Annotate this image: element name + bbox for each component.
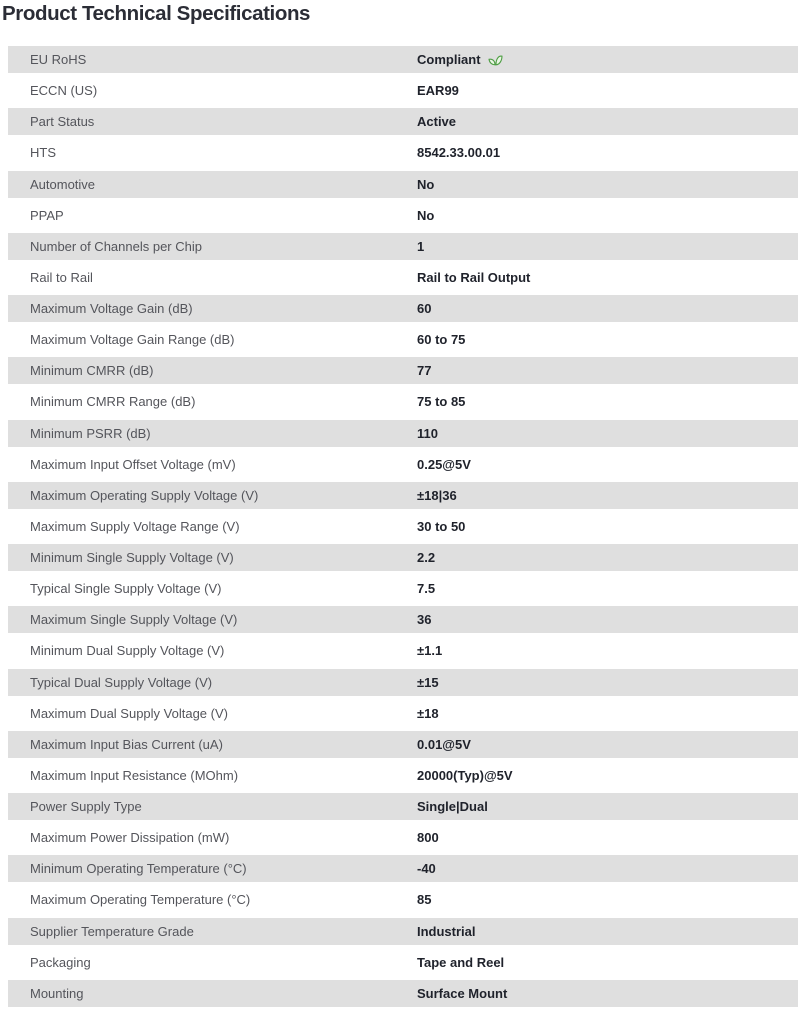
table-row bbox=[8, 542, 798, 573]
table-row bbox=[8, 916, 798, 947]
table-row bbox=[8, 729, 798, 760]
spec-value bbox=[417, 457, 471, 472]
spec-label: Minimum CMRR (dB) bbox=[30, 363, 154, 379]
spec-value-text: 60 bbox=[417, 301, 432, 317]
spec-label: Maximum Input Bias Current (uA) bbox=[30, 736, 223, 752]
spec-label: Minimum CMRR Range (dB) bbox=[30, 394, 196, 410]
spec-label: Minimum Dual Supply Voltage (V) bbox=[30, 643, 225, 659]
spec-label: Typical Single Supply Voltage (V) bbox=[30, 581, 222, 597]
spec-value bbox=[417, 924, 476, 939]
spec-value bbox=[417, 83, 459, 98]
table-row bbox=[8, 978, 798, 1009]
spec-label: Maximum Voltage Gain Range (dB) bbox=[30, 332, 235, 348]
spec-value-text: Active bbox=[417, 114, 457, 130]
spec-value bbox=[417, 208, 434, 223]
spec-value-text: -40 bbox=[417, 861, 436, 877]
spec-value bbox=[417, 332, 465, 347]
page-title: Product Technical Specifications bbox=[2, 2, 311, 25]
table-row bbox=[8, 604, 798, 635]
table-row bbox=[8, 355, 798, 386]
table-row bbox=[8, 44, 798, 75]
spec-value-text: 20000(Typ)@5V bbox=[417, 767, 513, 783]
table-row bbox=[8, 200, 798, 231]
table-row bbox=[8, 137, 798, 168]
spec-label: PPAP bbox=[30, 207, 64, 223]
spec-value-text: 30 to 50 bbox=[417, 518, 466, 534]
spec-value-text: ±18|36 bbox=[417, 487, 457, 503]
spec-label: Rail to Rail bbox=[30, 269, 93, 285]
spec-value bbox=[417, 145, 500, 160]
spec-value-text: 0.25@5V bbox=[417, 456, 471, 472]
spec-value-text: 800 bbox=[417, 830, 439, 846]
spec-value-text: 60 to 75 bbox=[417, 332, 466, 348]
spec-value bbox=[417, 706, 439, 721]
spec-label: Maximum Input Resistance (MOhm) bbox=[30, 767, 239, 783]
spec-value bbox=[417, 830, 439, 845]
table-row bbox=[8, 169, 798, 200]
spec-label: Maximum Input Offset Voltage (mV) bbox=[30, 456, 236, 472]
table-row bbox=[8, 667, 798, 698]
spec-value bbox=[417, 426, 438, 441]
spec-value bbox=[417, 114, 456, 129]
spec-label: Part Status bbox=[30, 114, 95, 130]
spec-value bbox=[417, 519, 465, 534]
spec-label: Power Supply Type bbox=[30, 799, 142, 815]
leaf-icon bbox=[488, 53, 503, 66]
table-row bbox=[8, 449, 798, 480]
spec-value bbox=[417, 239, 424, 254]
spec-value-text: 110 bbox=[417, 425, 438, 441]
spec-label: ECCN (US) bbox=[30, 83, 98, 99]
table-row bbox=[8, 947, 798, 978]
spec-label: Maximum Voltage Gain (dB) bbox=[30, 301, 193, 317]
spec-label: Minimum Operating Temperature (°C) bbox=[30, 861, 247, 877]
spec-value bbox=[417, 675, 439, 690]
spec-value-text: 2.2 bbox=[417, 550, 436, 566]
spec-value-text: Compliant bbox=[417, 52, 481, 68]
table-row bbox=[8, 853, 798, 884]
table-row bbox=[8, 791, 798, 822]
table-row bbox=[8, 698, 798, 729]
table-row bbox=[8, 418, 798, 449]
spec-value-text: 1 bbox=[417, 238, 425, 254]
spec-value-text: 0.01@5V bbox=[417, 736, 471, 752]
table-row bbox=[8, 293, 798, 324]
spec-value-text: 8542.33.00.01 bbox=[417, 145, 501, 161]
spec-value bbox=[417, 737, 471, 752]
table-row bbox=[8, 75, 798, 106]
spec-value-text: Single|Dual bbox=[417, 799, 488, 815]
spec-value-text: ±18 bbox=[417, 705, 439, 721]
spec-value bbox=[417, 581, 435, 596]
spec-value-text: 7.5 bbox=[417, 581, 436, 597]
spec-value bbox=[417, 394, 465, 409]
spec-value bbox=[417, 799, 488, 814]
spec-value bbox=[417, 768, 513, 783]
spec-value bbox=[417, 270, 530, 285]
spec-value-text: ±1.1 bbox=[417, 643, 443, 659]
spec-label: Maximum Supply Voltage Range (V) bbox=[30, 518, 240, 534]
table-row bbox=[8, 231, 798, 262]
spec-value-text: No bbox=[417, 176, 435, 192]
table-row bbox=[8, 511, 798, 542]
spec-label: Maximum Single Supply Voltage (V) bbox=[30, 612, 238, 628]
spec-value-text: No bbox=[417, 207, 435, 223]
spec-label: HTS bbox=[30, 145, 56, 161]
spec-label: Number of Channels per Chip bbox=[30, 238, 202, 254]
spec-label: Maximum Power Dissipation (mW) bbox=[30, 830, 230, 846]
spec-label: Mounting bbox=[30, 985, 84, 1001]
table-row bbox=[8, 386, 798, 417]
table-row bbox=[8, 106, 798, 137]
spec-label: Maximum Operating Temperature (°C) bbox=[30, 892, 251, 908]
table-row bbox=[8, 262, 798, 293]
spec-value-text: 36 bbox=[417, 612, 432, 628]
spec-value bbox=[417, 488, 457, 503]
table-row bbox=[8, 884, 798, 915]
table-row bbox=[8, 480, 798, 511]
spec-label: Automotive bbox=[30, 176, 96, 192]
spec-value-text: Surface Mount bbox=[417, 985, 508, 1001]
spec-value-text: ±15 bbox=[417, 674, 439, 690]
spec-value bbox=[417, 892, 431, 907]
table-row bbox=[8, 760, 798, 791]
spec-label: EU RoHS bbox=[30, 52, 87, 68]
spec-label: Supplier Temperature Grade bbox=[30, 923, 194, 939]
spec-table bbox=[8, 44, 798, 1009]
spec-label: Maximum Dual Supply Voltage (V) bbox=[30, 705, 228, 721]
spec-label: Minimum PSRR (dB) bbox=[30, 425, 151, 441]
spec-label: Minimum Single Supply Voltage (V) bbox=[30, 550, 234, 566]
spec-value bbox=[417, 955, 504, 970]
spec-value bbox=[417, 177, 434, 192]
spec-value-text: Rail to Rail Output bbox=[417, 269, 531, 285]
spec-value-text: Industrial bbox=[417, 923, 476, 939]
spec-value bbox=[417, 986, 507, 1001]
spec-value-text: 75 to 85 bbox=[417, 394, 466, 410]
table-row bbox=[8, 573, 798, 604]
spec-value bbox=[417, 550, 435, 565]
spec-value bbox=[417, 363, 431, 378]
table-row bbox=[8, 635, 798, 666]
spec-value-text: 85 bbox=[417, 892, 432, 908]
spec-value bbox=[417, 52, 503, 67]
spec-value bbox=[417, 612, 431, 627]
spec-value bbox=[417, 643, 442, 658]
table-row bbox=[8, 822, 798, 853]
spec-value-text: EAR99 bbox=[417, 83, 459, 99]
table-row bbox=[8, 324, 798, 355]
spec-label: Packaging bbox=[30, 954, 91, 970]
spec-value bbox=[417, 301, 431, 316]
spec-value-text: 77 bbox=[417, 363, 432, 379]
spec-value bbox=[417, 861, 436, 876]
spec-label: Typical Dual Supply Voltage (V) bbox=[30, 674, 213, 690]
spec-label: Maximum Operating Supply Voltage (V) bbox=[30, 487, 259, 503]
spec-value-text: Tape and Reel bbox=[417, 954, 505, 970]
